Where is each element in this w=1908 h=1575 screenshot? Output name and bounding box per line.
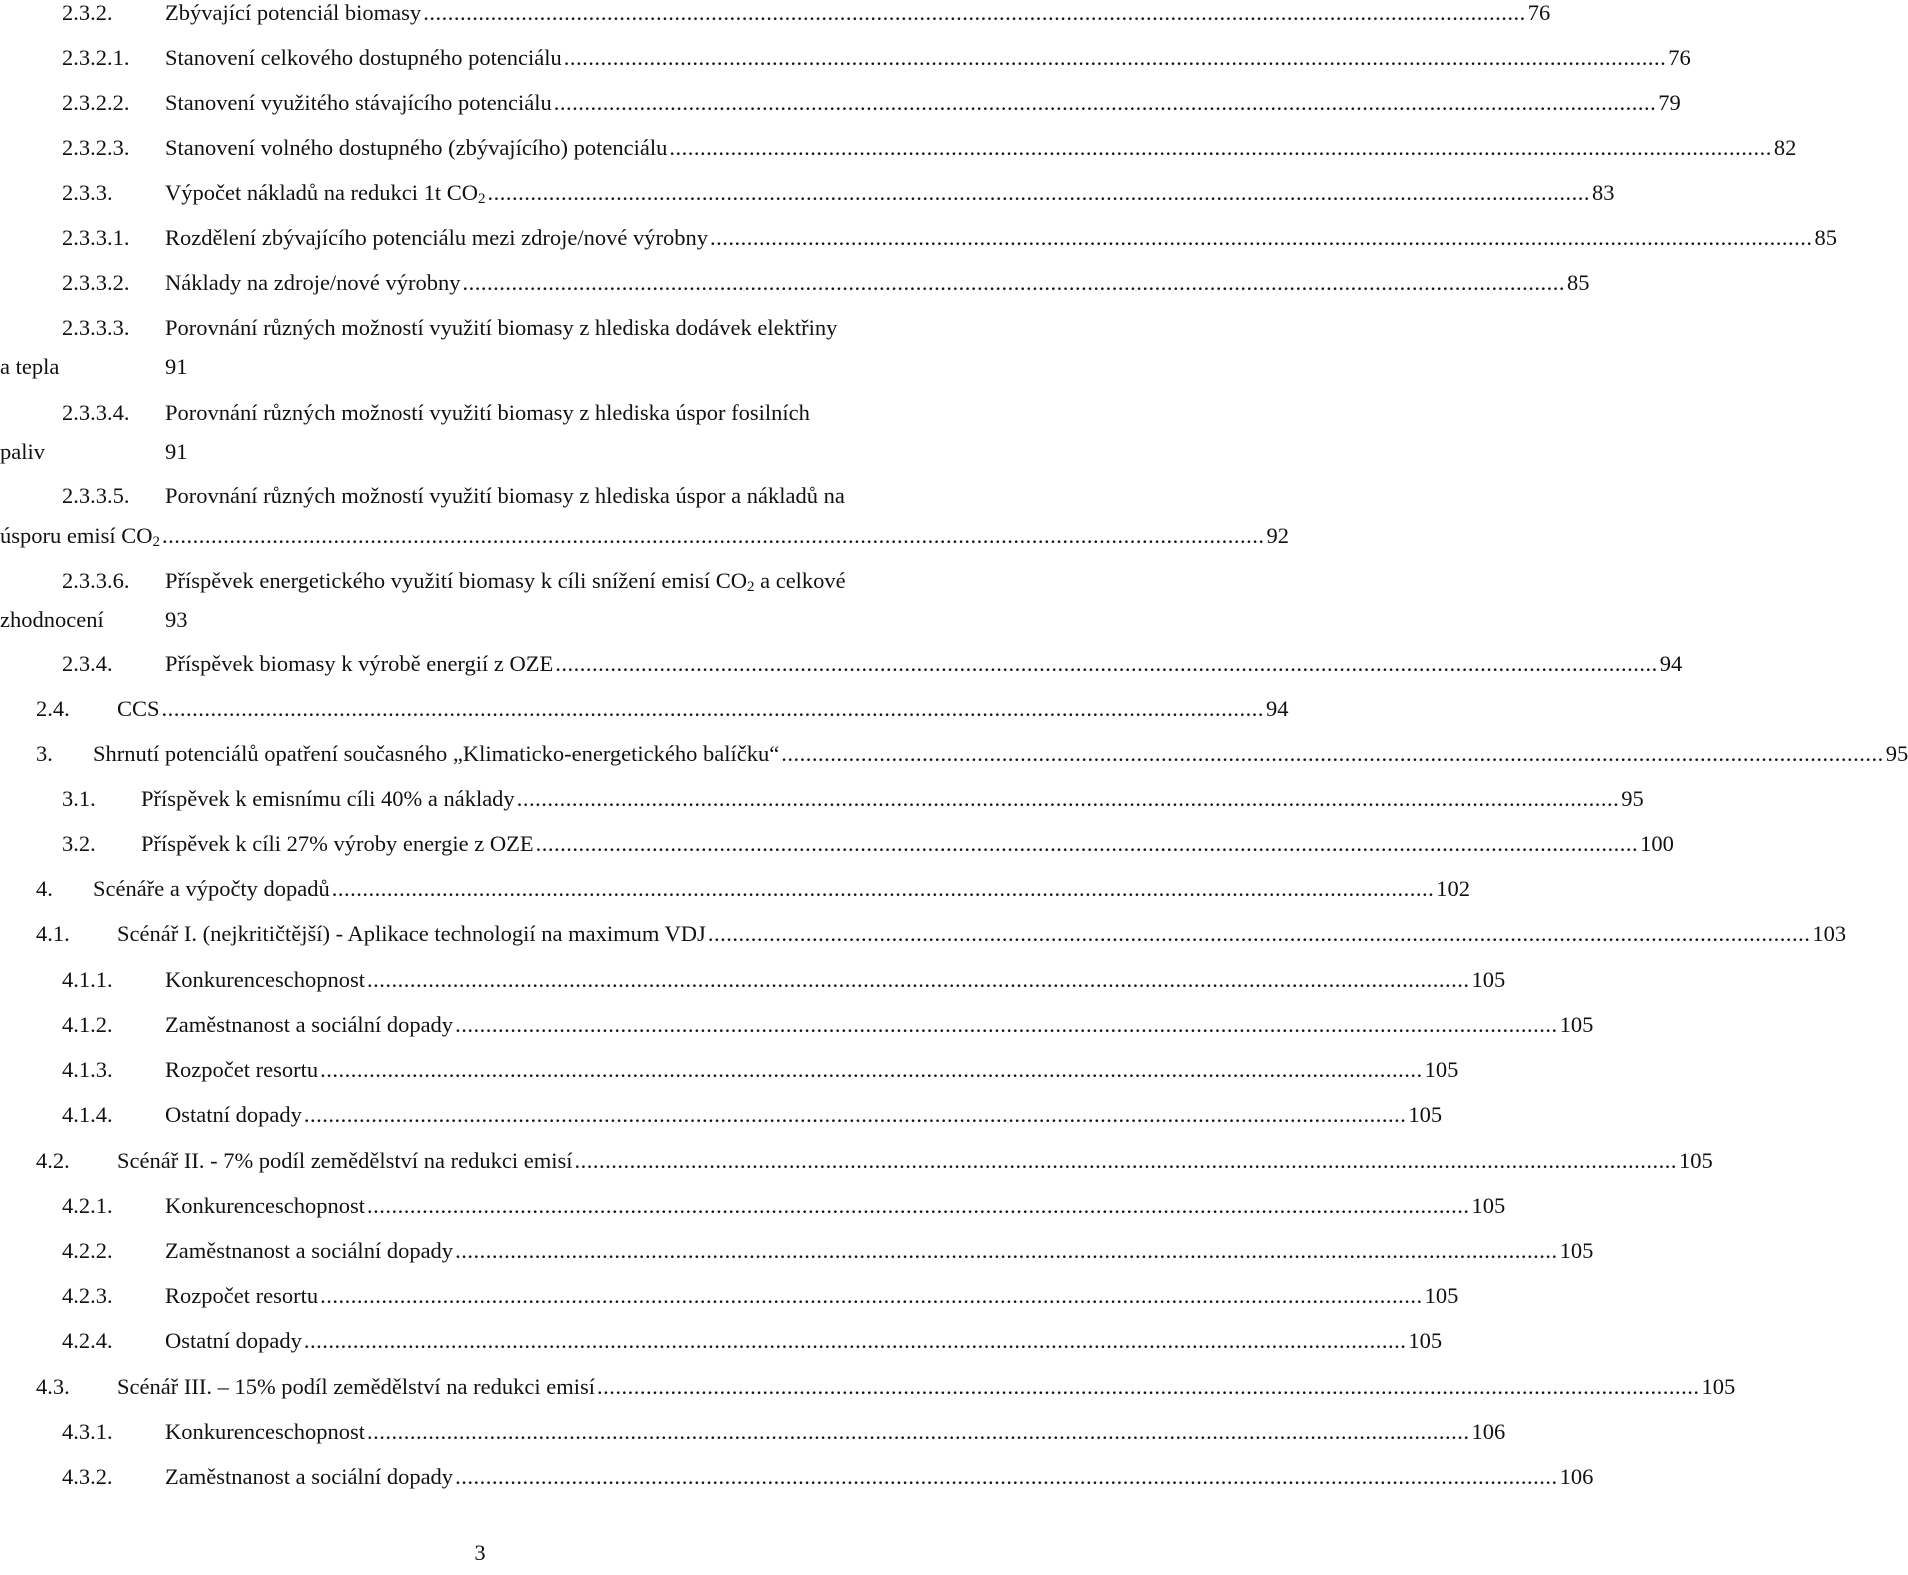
toc-entry[interactable] xyxy=(0,223,1837,253)
toc-number: 4.3.2. xyxy=(62,1464,113,1489)
toc-leader: .................................................................................................................................................................................... xyxy=(303,1328,1407,1353)
toc-number: 2.3.3.5. xyxy=(62,483,130,508)
toc-title: Zaměstnanost a sociální dopady xyxy=(165,1012,454,1037)
toc-entry-line1[interactable] xyxy=(0,481,960,511)
toc-number: 4.3.1. xyxy=(62,1419,113,1444)
toc-entry-line1[interactable] xyxy=(0,398,960,428)
toc-title: Zaměstnanost a sociální dopady xyxy=(165,1464,454,1489)
toc-title: Ostatní dopady xyxy=(165,1328,302,1353)
toc-entry-line2[interactable] xyxy=(0,352,960,382)
toc-entry-line2[interactable] xyxy=(0,605,960,635)
toc-entry[interactable] xyxy=(0,1055,1459,1085)
toc-title-continued: úsporu emisí $CO_2$ xyxy=(0,523,161,550)
subscript: 2 xyxy=(478,191,486,207)
toc-title: Rozdělení zbývajícího potenciálu mezi zdroje/nové výrobny xyxy=(165,225,708,250)
toc-entry-line1[interactable] xyxy=(0,313,960,343)
toc-entry[interactable] xyxy=(0,784,1644,814)
page-number: 3 xyxy=(474,1540,486,1565)
toc-entry[interactable] xyxy=(0,1100,1443,1130)
toc-page: 106 xyxy=(1559,1464,1594,1489)
toc-number: 2.3.2.3. xyxy=(62,135,130,160)
toc-entry[interactable] xyxy=(0,1417,1506,1447)
toc-leader: .................................................................................................................................................................................... xyxy=(596,1374,1700,1399)
toc-page: 82 xyxy=(1773,135,1797,160)
toc-title: Stanovení celkového dostupného potenciálu xyxy=(165,45,562,70)
toc-page: 91 xyxy=(165,354,188,379)
toc-leader: .................................................................................................................................................................................... xyxy=(162,523,1265,548)
toc-number: 4.3. xyxy=(36,1374,70,1399)
toc-page: 76 xyxy=(1527,0,1551,25)
toc-leader: .................................................................................................................................................................................... xyxy=(709,225,1813,250)
toc-entry-line2[interactable] xyxy=(0,437,960,467)
toc-leader: .................................................................................................................................................................................... xyxy=(366,967,1470,992)
toc-number: 4.1.4. xyxy=(62,1102,113,1127)
toc-page: 105 xyxy=(1559,1012,1594,1037)
toc-page: 95 xyxy=(1621,786,1644,811)
toc-entry[interactable] xyxy=(0,1236,1594,1266)
toc-page: 105 xyxy=(1408,1102,1443,1127)
toc-entry[interactable] xyxy=(0,694,1289,724)
toc-title: Zbývající potenciál biomasy xyxy=(165,0,422,25)
toc-title: Rozpočet resortu xyxy=(165,1057,319,1082)
toc-entry[interactable] xyxy=(0,268,1590,298)
toc-leader: .................................................................................................................................................................................... xyxy=(303,1102,1407,1127)
toc-page: 105 xyxy=(1678,1148,1713,1173)
toc-page: 105 xyxy=(1471,967,1506,992)
toc-number: 2.3.3.2. xyxy=(62,270,130,295)
toc-page: 105 xyxy=(1701,1374,1736,1399)
toc-page: 76 xyxy=(1668,45,1691,70)
toc-number: 2.3.3.3. xyxy=(62,315,130,340)
toc-leader: .................................................................................................................................................................................... xyxy=(535,831,1639,856)
toc-leader: .................................................................................................................................................................................... xyxy=(366,1419,1470,1444)
toc-page: 105 xyxy=(1424,1057,1459,1082)
toc-page: 102 xyxy=(1436,876,1471,901)
toc-page: 106 xyxy=(1471,1419,1506,1444)
toc-title: Zaměstnanost a sociální dopady xyxy=(165,1238,454,1263)
toc-title-continued: paliv xyxy=(0,439,45,464)
toc-page: 92 xyxy=(1266,523,1290,548)
toc-title: Scénář III. – 15% podíl zemědělství na redukci emisí xyxy=(117,1374,595,1399)
toc-entry[interactable] xyxy=(0,88,1681,118)
toc-title: Scénáře a výpočty dopadů xyxy=(93,876,330,901)
toc-page: 105 xyxy=(1559,1238,1594,1263)
toc-leader: .................................................................................................................................................................................... xyxy=(707,921,1811,946)
toc-page: 79 xyxy=(1658,90,1681,115)
toc-title: Příspěvek biomasy k výrobě energií z OZE xyxy=(165,651,554,676)
toc-number: 2.3.3.1. xyxy=(62,225,130,250)
toc-leader: .................................................................................................................................................................................... xyxy=(423,0,1526,25)
toc-page: 100 xyxy=(1640,831,1674,856)
toc-entry[interactable] xyxy=(0,0,1551,28)
toc-number: 2.3.3.4. xyxy=(62,400,130,425)
toc-entry[interactable] xyxy=(0,1326,1443,1356)
toc-title: Porovnání různých možností využití biomasy z hlediska úspor fosilních xyxy=(165,400,810,425)
toc-leader: .................................................................................................................................................................................... xyxy=(455,1464,1558,1489)
toc-entry[interactable] xyxy=(0,649,1683,679)
toc-title: Příspěvek k cíli 27% výroby energie z OZE xyxy=(141,831,534,856)
toc-leader: .................................................................................................................................................................................... xyxy=(574,1148,1677,1173)
toc-title: Rozpočet resortu xyxy=(165,1283,319,1308)
toc-entry[interactable] xyxy=(0,874,1471,904)
toc-page: 91 xyxy=(165,439,188,464)
toc-title: Konkurenceschopnost xyxy=(165,1419,365,1444)
toc-title: Výpočet nákladů na redukci 1t $CO_2$ xyxy=(165,180,486,207)
toc-page: 105 xyxy=(1424,1283,1459,1308)
toc-leader: .................................................................................................................................................................................... xyxy=(555,651,1658,676)
toc-entry[interactable] xyxy=(0,739,1908,769)
toc-entry[interactable] xyxy=(0,829,1674,859)
toc-title: Konkurenceschopnost xyxy=(165,967,365,992)
subscript: 2 xyxy=(152,534,161,550)
toc-number: 4.1. xyxy=(36,921,70,946)
toc-number: 4.2.1. xyxy=(62,1193,113,1218)
toc-leader: .................................................................................................................................................................................... xyxy=(161,696,1265,721)
toc-title: Stanovení využitého stávajícího potenciálu xyxy=(165,90,552,115)
toc-number: 4. xyxy=(36,876,53,901)
toc-number: 4.1.2. xyxy=(62,1012,113,1037)
toc-page: 94 xyxy=(1266,696,1289,721)
toc-entry-line2[interactable] xyxy=(0,521,1290,551)
toc-leader: .................................................................................................................................................................................... xyxy=(331,876,1435,901)
toc-title: Příspěvek k emisnímu cíli 40% a náklady xyxy=(141,786,515,811)
toc-leader: .................................................................................................................................................................................... xyxy=(487,180,1591,205)
toc-number: 2.3.4. xyxy=(62,651,113,676)
toc-page: 105 xyxy=(1471,1193,1506,1218)
toc-page: 85 xyxy=(1567,270,1590,295)
toc-number: 3. xyxy=(36,741,53,766)
toc-title: Stanovení volného dostupného (zbývajícího) potenciálu xyxy=(165,135,668,160)
toc-title-continued: zhodnocení xyxy=(0,607,104,632)
toc-title: Ostatní dopady xyxy=(165,1102,302,1127)
toc-entry[interactable] xyxy=(0,1462,1594,1492)
toc-title: Příspěvek energetického využití biomasy k cíli snížení emisí $CO_2$ a celkové xyxy=(165,568,846,595)
toc-title-continued: a tepla xyxy=(0,354,60,379)
toc-entry[interactable] xyxy=(0,43,1691,73)
toc-number: 2.3.2. xyxy=(62,0,113,25)
toc-number: 2.3.3.6. xyxy=(62,568,130,593)
toc-number: 2.4. xyxy=(36,696,70,721)
toc-entry[interactable] xyxy=(0,1372,1736,1402)
toc-leader: .................................................................................................................................................................................... xyxy=(462,270,1566,295)
toc-entry[interactable] xyxy=(0,133,1797,163)
toc-leader: .................................................................................................................................................................................... xyxy=(366,1193,1470,1218)
toc-leader: .................................................................................................................................................................................... xyxy=(516,786,1620,811)
toc-page: 93 xyxy=(165,607,188,632)
toc-leader: .................................................................................................................................................................................... xyxy=(563,45,1667,70)
toc-title: Shrnutí potenciálů opatření současného „Klimaticko-energetického balíčku“ xyxy=(93,741,780,766)
toc-leader: .................................................................................................................................................................................... xyxy=(320,1057,1423,1082)
toc-entry[interactable] xyxy=(0,1281,1459,1311)
toc-leader: .................................................................................................................................................................................... xyxy=(781,741,1884,766)
toc-entry[interactable] xyxy=(0,1191,1506,1221)
toc-entry[interactable] xyxy=(0,1010,1594,1040)
toc-page: 85 xyxy=(1814,225,1837,250)
toc-leader: .................................................................................................................................................................................... xyxy=(320,1283,1423,1308)
toc-number: 2.3.3. xyxy=(62,180,113,205)
toc-page: 105 xyxy=(1408,1328,1443,1353)
toc-page: 95 xyxy=(1885,741,1908,766)
toc-leader: .................................................................................................................................................................................... xyxy=(669,135,1772,160)
toc-title: CCS xyxy=(117,696,160,721)
toc-number: 4.2.2. xyxy=(62,1238,113,1263)
toc-leader: .................................................................................................................................................................................... xyxy=(455,1238,1558,1263)
toc-page: 94 xyxy=(1659,651,1683,676)
toc-page: 83 xyxy=(1592,180,1615,205)
toc-title: Scénář II. - 7% podíl zemědělství na redukci emisí xyxy=(117,1148,573,1173)
toc-entry[interactable] xyxy=(0,919,1847,949)
toc-title: Náklady na zdroje/nové výrobny xyxy=(165,270,461,295)
toc-title: Scénář I. (nejkritičtější) - Aplikace technologií na maximum VDJ xyxy=(117,921,706,946)
toc-number: 4.2.3. xyxy=(62,1283,113,1308)
toc-number: 4.2. xyxy=(36,1148,70,1173)
toc-entry[interactable] xyxy=(0,965,1506,995)
toc-number: 4.2.4. xyxy=(62,1328,113,1353)
toc-title: Porovnání různých možností využití biomasy z hlediska dodávek elektřiny xyxy=(165,315,838,340)
toc-number: 3.1. xyxy=(62,786,96,811)
toc-number: 2.3.2.1. xyxy=(62,45,130,70)
toc-leader: .................................................................................................................................................................................... xyxy=(455,1012,1558,1037)
toc-entry-line1[interactable] xyxy=(0,566,960,596)
toc-title: Konkurenceschopnost xyxy=(165,1193,365,1218)
toc-entry[interactable] xyxy=(0,178,1615,208)
subscript: 2 xyxy=(746,579,755,595)
toc-number: 2.3.2.2. xyxy=(62,90,130,115)
toc-leader: .................................................................................................................................................................................... xyxy=(553,90,1657,115)
toc-entry[interactable] xyxy=(0,1146,1713,1176)
toc-page: 103 xyxy=(1812,921,1847,946)
toc-number: 4.1.1. xyxy=(62,967,113,992)
toc-number: 3.2. xyxy=(62,831,96,856)
toc-title: Porovnání různých možností využití biomasy z hlediska úspor a nákladů na xyxy=(165,483,845,508)
toc-number: 4.1.3. xyxy=(62,1057,113,1082)
